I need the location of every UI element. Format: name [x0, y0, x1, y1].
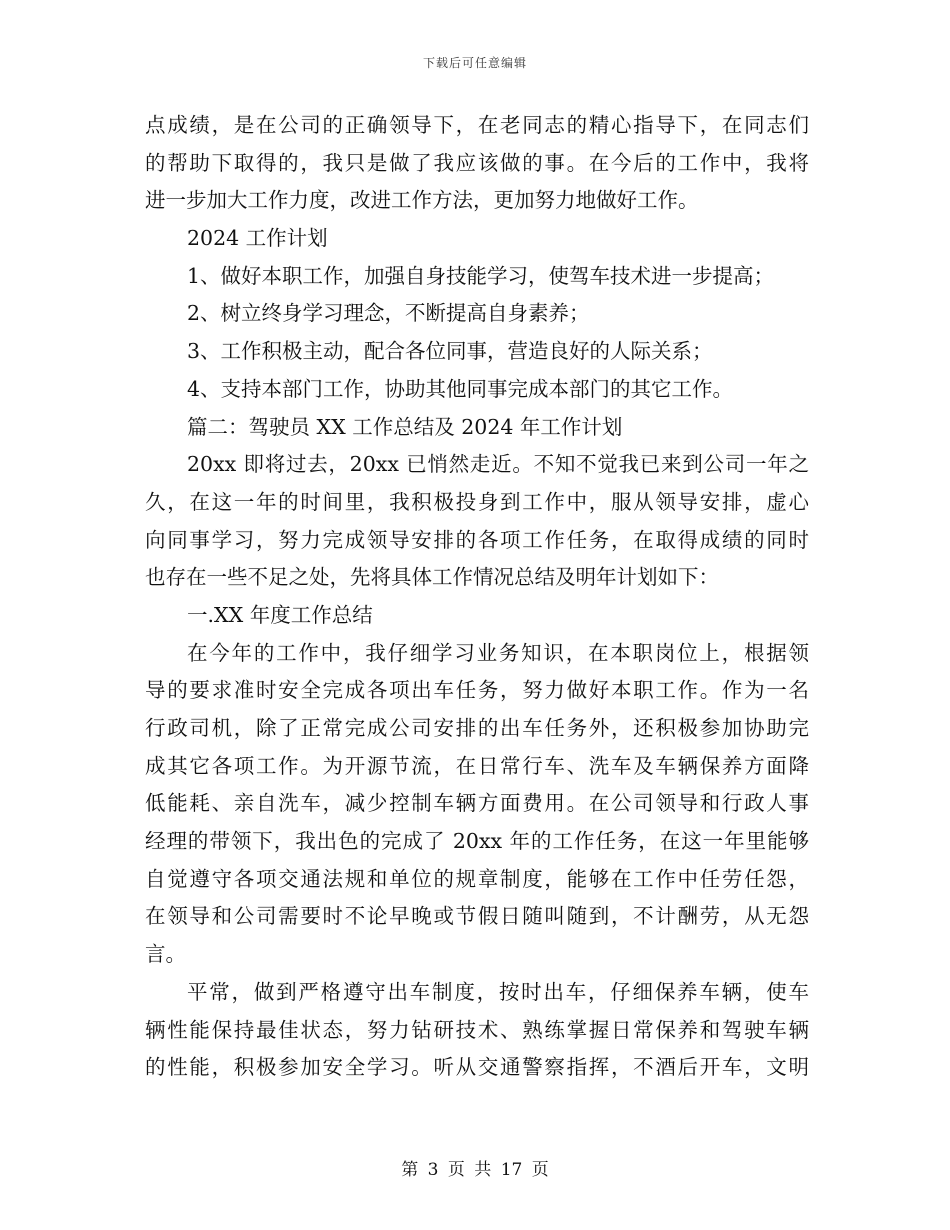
paragraph-line: 导的要求准时安全完成各项出车任务，努力做好本职工作。作为一名 — [145, 678, 809, 703]
paragraph-line: 的帮助下取得的，我只是做了我应该做的事。在今后的工作中，我将 — [145, 150, 809, 175]
paragraph-line: 经理的带领下，我出色的完成了 20xx 年的工作任务，在这一年里能够 — [145, 829, 809, 854]
page-footer: 第 3 页 共 17 页 — [401, 1160, 549, 1180]
section-heading: 篇二：驾驶员 XX 工作总结及 2024 年工作计划 — [187, 414, 623, 439]
paragraph-line: 也存在一些不足之处，先将具体工作情况总结及明年计划如下： — [145, 565, 719, 590]
list-item: 3、工作积极主动，配合各位同事，营造良好的人际关系； — [187, 339, 713, 364]
paragraph-line: 向同事学习，努力完成领导安排的各项工作任务，在取得成绩的同时 — [145, 527, 809, 552]
paragraph-line: 20xx 即将过去，20xx 已悄然走近。不知不觉我已来到公司一年之 — [187, 452, 809, 477]
paragraph-line: 行政司机，除了正常完成公司安排的出车任务外，还积极参加协助完 — [145, 716, 809, 740]
paragraph-line: 辆性能保持最佳状态，努力钻研技术、熟练掌握日常保养和驾驶车辆 — [145, 1017, 809, 1042]
section-heading: 2024 工作计划 — [187, 226, 328, 251]
paragraph-line: 平常，做到严格遵守出车制度，按时出车，仔细保养车辆，使车 — [187, 979, 809, 1004]
document-body — [145, 107, 809, 1087]
paragraph-line: 久，在这一年的时间里，我积极投身到工作中，服从领导安排，虚心 — [145, 489, 809, 514]
list-item: 2、树立终身学习理念，不断提高自身素养； — [187, 301, 590, 326]
paragraph-line: 言。 — [145, 942, 186, 967]
paragraph-line: 点成绩，是在公司的正确领导下，在老同志的精心指导下，在同志们 — [145, 113, 809, 137]
list-item: 1、做好本职工作，加强自身技能学习，使驾车技术进一步提高； — [187, 263, 775, 288]
paragraph-line: 进一步加大工作力度，改进工作方法，更加努力地做好工作。 — [145, 188, 699, 213]
paragraph-line: 的性能，积极参加安全学习。听从交通警察指挥，不酒后开车，文明 — [145, 1055, 809, 1080]
paragraph-line: 低能耗、亲自洗车，减少控制车辆方面费用。在公司领导和行政人事 — [145, 791, 809, 816]
page-header: 下载后可任意编辑 — [422, 56, 527, 70]
paragraph-line: 成其它各项工作。为开源节流，在日常行车、洗车及车辆保养方面降 — [145, 753, 809, 778]
paragraph-line: 自觉遵守各项交通法规和单位的规章制度，能够在工作中任劳任怨， — [145, 866, 809, 891]
paragraph-line: 在今年的工作中，我仔细学习业务知识，在本职岗位上，根据领 — [187, 640, 809, 665]
list-item: 4、支持本部门工作，协助其他同事完成本部门的其它工作。 — [187, 376, 734, 401]
section-heading: 一.XX 年度工作总结 — [187, 602, 373, 627]
paragraph-line: 在领导和公司需要时不论早晚或节假日随叫随到，不计酬劳，从无怨 — [145, 904, 809, 929]
